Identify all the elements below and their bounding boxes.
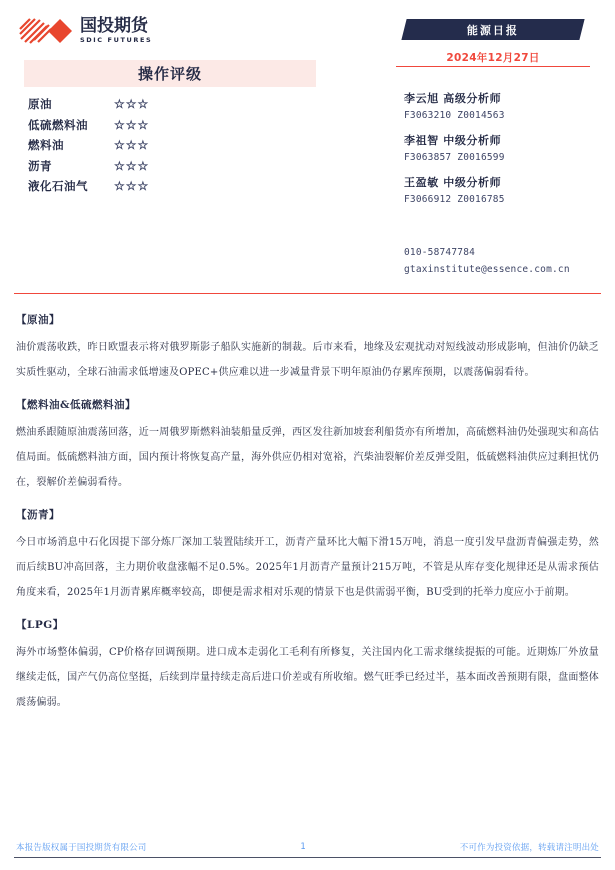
rating-name: 原油: [28, 97, 52, 112]
section-paragraph: 今日市场消息中石化因提下部分炼厂深加工装置陆续开工，沥青产量环比大幅下滑15万吨，消息一度引发早盘沥青偏强走势，然而后续BU冲高回落，主力期价收盘涨幅不足0.5%。2025年1月沥青产量预计215万吨，不管是从库存变化规律还是从需求预估角度来看，2025年1月沥青累库概率较高，即便是需求相对乐观的情景下也是供需弱平衡，BU受到的托举力度应小于前期。: [16, 537, 599, 598]
contact-block: [404, 247, 570, 281]
rating-stars: ☆☆☆: [114, 179, 150, 194]
analyst-license-code: F3063210 Z0014563: [404, 110, 505, 121]
rating-panel-title: 操作评级: [137, 65, 202, 83]
contact-email[interactable]: gtaxinstitute@essence.com.cn: [404, 264, 570, 275]
rating-row: [28, 115, 149, 136]
analyst-name: 李云旭 高级分析师: [404, 92, 502, 105]
rating-row: [28, 135, 149, 156]
analyst-name: 王盈敏 中级分析师: [404, 176, 502, 189]
section-bitumen: [0, 507, 615, 605]
section-heading: 【燃料油&低硫燃料油】: [16, 399, 136, 411]
report-body: [0, 300, 615, 721]
report-date: 2024年12月27日: [446, 52, 540, 64]
analyst-license-code: F3063857 Z0016599: [404, 152, 505, 163]
date-underline: [396, 66, 590, 67]
section-fuel-oil: [0, 397, 615, 495]
rating-stars: ☆☆☆: [114, 97, 150, 112]
section-heading: 【沥青】: [16, 509, 60, 521]
page-footer: [16, 841, 599, 853]
rating-row: [28, 94, 149, 115]
rating-name: 沥青: [28, 158, 52, 173]
report-header: [0, 0, 615, 295]
section-heading: 【原油】: [16, 314, 60, 326]
rating-stars: ☆☆☆: [114, 138, 150, 153]
section-crude-oil: [0, 312, 615, 385]
company-logo: [18, 16, 152, 46]
section-heading: 【LPG】: [16, 619, 64, 631]
sdic-diamond-stripes-logo: [18, 16, 76, 46]
rating-list: [28, 94, 149, 197]
rating-name: 液化石油气: [28, 179, 88, 194]
rating-name: 燃料油: [28, 138, 64, 153]
footer-page-number: 1: [300, 842, 306, 852]
footer-divider: [14, 857, 601, 858]
report-type-banner: [401, 19, 584, 40]
logo-wordmark: [80, 16, 152, 45]
logo-english-name: SDIC FUTURES: [80, 36, 153, 44]
header-divider: [14, 293, 601, 294]
rating-stars: ☆☆☆: [114, 158, 150, 173]
analyst-list: [404, 90, 604, 216]
analyst-license-code: F3066912 Z0016785: [404, 194, 505, 205]
rating-title-bar: [24, 60, 316, 87]
footer-disclaimer: 不可作为投资依据，转载请注明出处: [459, 843, 599, 853]
rating-stars: ☆☆☆: [114, 117, 150, 132]
contact-phone: 010-58747784: [404, 247, 476, 258]
section-paragraph: 海外市场整体偏弱，CP价格存回调预期。进口成本走弱化工毛利有所修复，关注国内化工需求继续提振的可能。近期炼厂外放量继续走低，国产气仍高位坚挺，后续到岸量持续走高后进口价差或有所收缩。燃气旺季已经过半，基本面改善预期有限，盘面整体震荡偏弱。: [16, 647, 599, 708]
rating-row: [28, 176, 149, 197]
section-paragraph: 燃油系跟随原油震荡回落，近一周俄罗斯燃料油装船量反弹，西区发往新加坡套利船货亦有所增加，高硫燃料油仍处强现实和高估值局面。低硫燃料油方面，国内预计将恢复高产量，海外供应仍相对宽裕，汽柴油裂解价差反弹受阻，低硫燃料油供应过剩担忧仍在，裂解价差偏弱看待。: [16, 427, 599, 488]
report-type-label: 能源日报: [467, 23, 519, 37]
rating-name: 低硫燃料油: [28, 117, 88, 132]
section-lpg: [0, 617, 615, 715]
logo-chinese-name: 国投期货: [80, 16, 148, 36]
footer-copyright: 本报告版权属于国投期货有限公司: [16, 843, 147, 853]
section-paragraph: 油价震荡收跌，昨日欧盟表示将对俄罗斯影子船队实施新的制裁。后市来看，地缘及宏观扰动对短线波动形成影响，但油价仍缺乏实质性驱动，全球石油需求低增速及OPEC+供应难以进一步减量背景下明年原油仍存累库预期，以震荡偏弱看待。: [16, 342, 599, 378]
rating-row: [28, 156, 149, 177]
analyst-name: 李祖智 中级分析师: [404, 134, 502, 147]
